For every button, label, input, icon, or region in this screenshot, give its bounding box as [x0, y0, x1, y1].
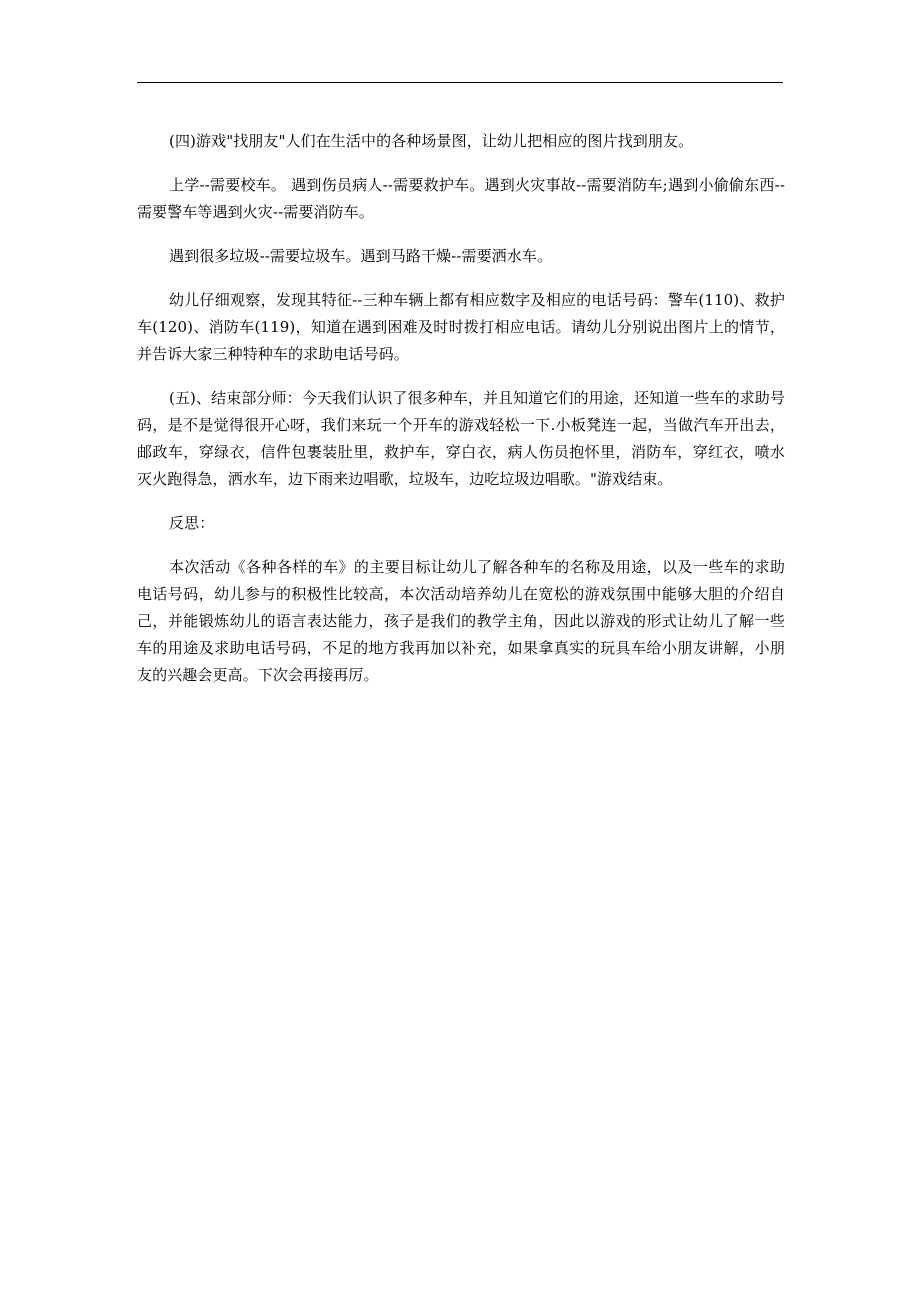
paragraph-vehicle-scenarios: 上学--需要校车。 遇到伤员病人--需要救护车。遇到火灾事故--需要消防车;遇到小偷偷东西--需要警车等遇到火灾--需要消防车。	[137, 176, 785, 221]
document-body	[137, 128, 785, 706]
header-divider	[137, 82, 783, 83]
paragraph-garbage-sprinkler: 遇到很多垃圾--需要垃圾车。遇到马路干燥--需要洒水车。	[169, 247, 553, 265]
paragraph-game-find-friends: (四)游戏"找朋友"人们在生活中的各种场景图，让幼儿把相应的图片找到朋友。	[169, 132, 694, 150]
paragraph-emergency-numbers: 幼儿仔细观察，发现其特征--三种车辆上都有相应数字及相应的电话号码：警车(110)、救护车(120)、消防车(119)，知道在遇到困难及时时拨打相应电话。请幼儿分别说出图片上的情节，并告诉大家三种特种车的求助电话号码。	[137, 291, 785, 363]
paragraph-closing-game: (五)、结束部分师：今天我们认识了很多种车，并且知道它们的用途，还知道一些车的求助号码，是不是觉得很开心呀，我们来玩一个开车的游戏轻松一下.小板凳连一起，当做汽车开出去，邮政车，穿绿衣，信件包裹装肚里，救护车，穿白衣，病人伤员抱怀里，消防车，穿红衣，喷水灭火跑得急，洒水车，边下雨来边唱歌，垃圾车，边吃垃圾边唱歌。"游戏结束。	[137, 389, 785, 488]
paragraph-reflection: 本次活动《各种各样的车》的主要目标让幼儿了解各种车的名称及用途，以及一些车的求助电话号码，幼儿参与的积极性比较高，本次活动培养幼儿在宽松的游戏氛围中能够大胆的介绍自己，并能锻炼幼儿的语言表达能力，孩子是我们的教学主角，因此以游戏的形式让幼儿了解一些车的用途及求助电话号码，不足的地方我再加以补充，如果拿真实的玩具车给小朋友讲解，小朋友的兴趣会更高。下次会再接再厉。	[137, 558, 785, 684]
heading-reflection: 反思：	[169, 514, 215, 532]
